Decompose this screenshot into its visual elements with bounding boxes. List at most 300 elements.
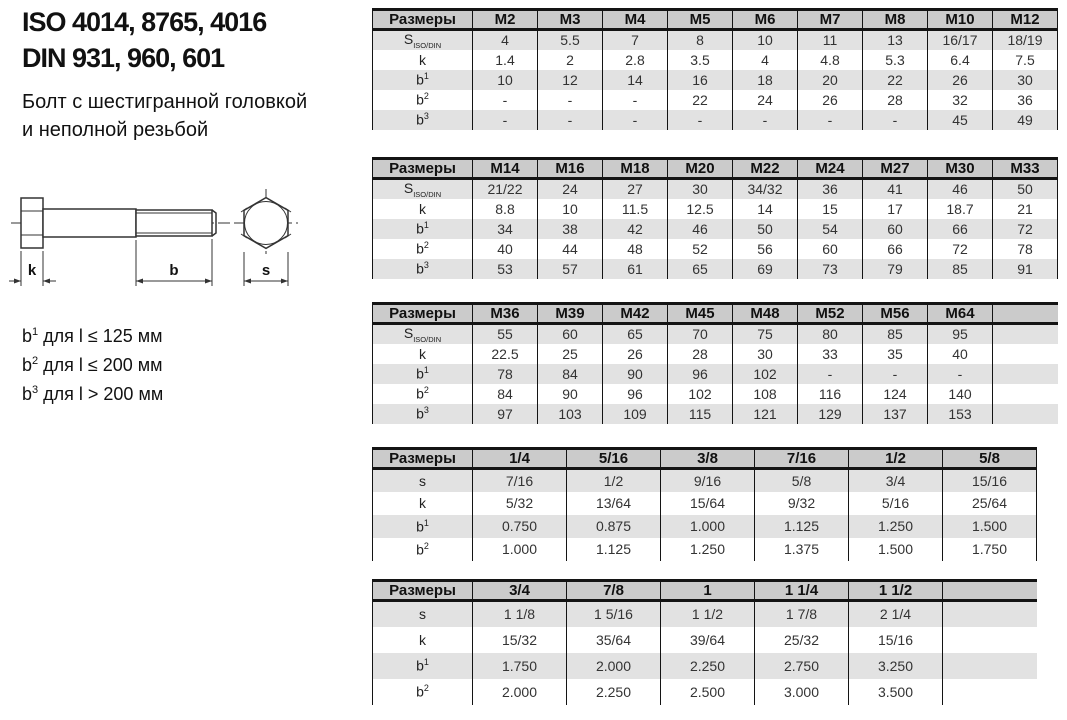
value-cell: 102 — [733, 364, 798, 384]
value-cell: 49 — [993, 110, 1058, 130]
size-header-cell: M18 — [603, 159, 668, 179]
note-superscript: 1 — [32, 326, 39, 338]
value-cell: 12.5 — [668, 199, 733, 219]
table-row — [373, 538, 1037, 561]
page-title — [22, 4, 266, 76]
value-cell: 10 — [733, 30, 798, 50]
value-cell: 16 — [668, 70, 733, 90]
row-label-base: b — [416, 261, 424, 278]
value-cell: 28 — [863, 90, 928, 110]
value-cell: 70 — [668, 324, 733, 344]
size-header-cell: 1 1/4 — [755, 581, 849, 601]
dim-label-s: s — [261, 262, 271, 279]
dimension-table-2 — [372, 157, 1058, 279]
row-label-cell — [373, 259, 473, 279]
value-cell: 16/17 — [928, 30, 993, 50]
row-label-superscript: 1 — [423, 517, 429, 528]
header-row — [373, 10, 1058, 30]
value-cell: 27 — [603, 179, 668, 199]
table-row — [373, 70, 1058, 90]
row-label-base: b — [416, 657, 424, 674]
size-header-cell: M4 — [603, 10, 668, 30]
value-cell: 21 — [993, 199, 1058, 219]
value-cell: 54 — [798, 219, 863, 239]
row-label-superscript: 1 — [423, 365, 429, 376]
value-cell: 24 — [538, 179, 603, 199]
size-header-cell: 1 1/2 — [849, 581, 943, 601]
corner-header-cell: Размеры — [373, 159, 473, 179]
value-cell: 96 — [603, 384, 668, 404]
value-cell: 55 — [473, 324, 538, 344]
size-header-cell: M3 — [538, 10, 603, 30]
size-header-cell: M36 — [473, 304, 538, 324]
size-header-cell: 1/4 — [473, 449, 567, 469]
value-cell: 102 — [668, 384, 733, 404]
row-label-base: b — [416, 406, 424, 423]
row-label-superscript: 1 — [423, 71, 429, 82]
size-header-cell: M20 — [668, 159, 733, 179]
value-cell: 22 — [668, 90, 733, 110]
header-row — [373, 159, 1058, 179]
thread-length-notes — [22, 320, 163, 407]
table-row — [373, 259, 1058, 279]
row-label-cell — [373, 469, 473, 492]
value-cell: 15/64 — [661, 492, 755, 515]
size-header-cell: M64 — [928, 304, 993, 324]
value-cell: 38 — [538, 219, 603, 239]
value-cell: 11 — [798, 30, 863, 50]
row-label-superscript: 2 — [423, 540, 429, 551]
size-header-cell: M2 — [473, 10, 538, 30]
row-label-cell — [373, 90, 473, 110]
value-cell: 85 — [928, 259, 993, 279]
dim-arrow — [14, 279, 21, 284]
bolt-end-view — [234, 189, 298, 286]
value-cell: 2.250 — [567, 679, 661, 705]
dim-arrow — [205, 279, 212, 284]
size-header-cell: M14 — [473, 159, 538, 179]
value-cell: 53 — [473, 259, 538, 279]
title-iso-line: ISO 4014, 8765, 4016 — [22, 7, 267, 37]
value-cell: 2 1/4 — [849, 601, 943, 627]
value-cell: 7 — [603, 30, 668, 50]
row-label-base: k — [419, 345, 426, 362]
value-cell: 1.000 — [661, 515, 755, 538]
size-header-cell: M5 — [668, 10, 733, 30]
value-cell: 22.5 — [473, 344, 538, 364]
value-cell: 1.250 — [661, 538, 755, 561]
subtitle-line-2: и неполной резьбой — [22, 119, 209, 141]
value-cell: 60 — [798, 239, 863, 259]
bolt-shank — [43, 209, 136, 237]
value-cell: 10 — [538, 199, 603, 219]
value-cell: - — [473, 90, 538, 110]
value-cell: 1 7/8 — [755, 601, 849, 627]
value-cell: 2.500 — [661, 679, 755, 705]
note-b2 — [22, 349, 163, 378]
note-text: для l ≤ 200 мм — [43, 355, 163, 375]
value-cell: 1.750 — [473, 653, 567, 679]
value-cell: 61 — [603, 259, 668, 279]
row-label-cell — [373, 219, 473, 239]
row-label-superscript: 3 — [423, 405, 429, 416]
size-header-cell: M27 — [863, 159, 928, 179]
value-cell: 15/16 — [849, 627, 943, 653]
value-cell: 72 — [928, 239, 993, 259]
row-label-base: k — [419, 631, 426, 648]
value-cell: 11.5 — [603, 199, 668, 219]
table-row — [373, 219, 1058, 239]
corner-header-cell: Размеры — [373, 449, 473, 469]
row-label-base: k — [419, 200, 426, 217]
size-header-cell: M33 — [993, 159, 1058, 179]
bolt-head — [21, 198, 43, 248]
value-cell: 36 — [993, 90, 1058, 110]
row-label-superscript: 1 — [423, 657, 429, 668]
dim-arrow — [43, 279, 50, 284]
value-cell: 40 — [473, 239, 538, 259]
row-label-base: b — [416, 518, 424, 535]
row-label-base: b — [416, 72, 424, 89]
row-label-base: s — [419, 606, 426, 623]
value-cell: 65 — [603, 324, 668, 344]
value-cell: 1.750 — [943, 538, 1037, 561]
size-header-empty-cell — [943, 581, 1037, 601]
value-cell: 50 — [993, 179, 1058, 199]
row-label-base: S — [403, 31, 414, 47]
row-label-base: b — [416, 366, 424, 383]
row-label-base: b — [416, 386, 424, 403]
value-cell: 15/16 — [943, 469, 1037, 492]
value-cell: - — [798, 364, 863, 384]
value-cell: 15/32 — [473, 627, 567, 653]
row-label-base: b — [416, 221, 424, 238]
row-label-cell — [373, 601, 473, 627]
value-cell: 2.8 — [603, 50, 668, 70]
value-cell: 24 — [733, 90, 798, 110]
value-cell: 35/64 — [567, 627, 661, 653]
value-cell: 2.000 — [473, 679, 567, 705]
value-cell: - — [798, 110, 863, 130]
value-cell: 65 — [668, 259, 733, 279]
value-cell: 108 — [733, 384, 798, 404]
row-label-base: S — [403, 325, 414, 341]
header-row — [373, 304, 1058, 324]
value-cell: 5.3 — [863, 50, 928, 70]
note-text: для l ≤ 125 мм — [43, 326, 163, 346]
size-header-cell: M6 — [733, 10, 798, 30]
row-label-cell — [373, 50, 473, 70]
value-cell: 103 — [538, 404, 603, 424]
row-label-subscript: ISO/DIN — [413, 189, 442, 199]
value-cell: 7/16 — [473, 469, 567, 492]
size-header-cell: M56 — [863, 304, 928, 324]
row-label-cell — [373, 492, 473, 515]
dimension-table-4 — [372, 447, 1037, 561]
row-label-base: b — [416, 541, 424, 558]
value-cell: 84 — [473, 384, 538, 404]
note-superscript: 2 — [32, 355, 39, 367]
hex-outline — [244, 198, 288, 249]
row-label-cell — [373, 364, 473, 384]
value-cell: 85 — [863, 324, 928, 344]
note-symbol: b — [22, 355, 33, 375]
value-cell: 30 — [993, 70, 1058, 90]
value-empty-cell — [993, 404, 1058, 424]
value-cell: 1.125 — [755, 515, 849, 538]
row-label-cell — [373, 179, 473, 199]
value-cell: 5/16 — [849, 492, 943, 515]
value-empty-cell — [993, 364, 1058, 384]
value-cell: 1.000 — [473, 538, 567, 561]
value-cell: 66 — [928, 219, 993, 239]
value-cell: 1.375 — [755, 538, 849, 561]
row-label-cell — [373, 679, 473, 705]
value-cell: 4 — [733, 50, 798, 70]
value-cell: 44 — [538, 239, 603, 259]
value-cell: 84 — [538, 364, 603, 384]
title-din-line: DIN 931, 960, 601 — [22, 43, 225, 73]
value-cell: - — [473, 110, 538, 130]
value-cell: 8 — [668, 30, 733, 50]
dimension-table-1 — [372, 8, 1058, 130]
value-cell: 5.5 — [538, 30, 603, 50]
dimension-table-3 — [372, 302, 1058, 424]
dim-label-b: b — [169, 262, 179, 279]
value-cell: 1.4 — [473, 50, 538, 70]
value-cell: 3.5 — [668, 50, 733, 70]
value-cell: 3/4 — [849, 469, 943, 492]
value-cell: 50 — [733, 219, 798, 239]
dim-arrow — [136, 279, 143, 284]
size-header-cell: M45 — [668, 304, 733, 324]
value-cell: 140 — [928, 384, 993, 404]
row-label-superscript: 2 — [423, 240, 429, 251]
row-label-cell — [373, 404, 473, 424]
value-cell: 115 — [668, 404, 733, 424]
size-header-cell: 1 — [661, 581, 755, 601]
size-header-cell: M16 — [538, 159, 603, 179]
value-cell: 26 — [603, 344, 668, 364]
value-cell: 18/19 — [993, 30, 1058, 50]
value-cell: 79 — [863, 259, 928, 279]
value-cell: 30 — [733, 344, 798, 364]
row-label-cell — [373, 70, 473, 90]
corner-header-cell: Размеры — [373, 10, 473, 30]
value-cell: 41 — [863, 179, 928, 199]
size-header-cell: 1/2 — [849, 449, 943, 469]
row-label-base: b — [416, 241, 424, 258]
size-header-cell: 7/16 — [755, 449, 849, 469]
table-row — [373, 364, 1058, 384]
note-text: для l > 200 мм — [43, 384, 164, 404]
header-row — [373, 581, 1037, 601]
value-cell: 18 — [733, 70, 798, 90]
value-cell: 34 — [473, 219, 538, 239]
value-cell: 15 — [798, 199, 863, 219]
dimension-table — [372, 579, 1037, 705]
value-cell: 46 — [928, 179, 993, 199]
row-label-cell — [373, 30, 473, 50]
row-label-cell — [373, 653, 473, 679]
table-row — [373, 384, 1058, 404]
size-header-cell: M52 — [798, 304, 863, 324]
value-empty-cell — [943, 627, 1037, 653]
value-cell: 73 — [798, 259, 863, 279]
value-cell: 90 — [538, 384, 603, 404]
table-row — [373, 179, 1058, 199]
table-row — [373, 515, 1037, 538]
size-header-cell: M12 — [993, 10, 1058, 30]
size-header-cell: M24 — [798, 159, 863, 179]
size-header-cell: 5/8 — [943, 449, 1037, 469]
value-cell: 14 — [733, 199, 798, 219]
value-cell: 3.250 — [849, 653, 943, 679]
dimension-table — [372, 302, 1058, 424]
value-cell: 1.125 — [567, 538, 661, 561]
value-cell: 78 — [473, 364, 538, 384]
value-cell: 9/16 — [661, 469, 755, 492]
value-cell: 8.8 — [473, 199, 538, 219]
value-cell: 96 — [668, 364, 733, 384]
row-label-cell — [373, 627, 473, 653]
value-cell: 34/32 — [733, 179, 798, 199]
size-header-cell: M8 — [863, 10, 928, 30]
row-label-subscript: ISO/DIN — [413, 40, 442, 50]
value-cell: 95 — [928, 324, 993, 344]
value-cell: - — [863, 110, 928, 130]
note-b1 — [22, 320, 163, 349]
row-label-base: k — [419, 495, 426, 511]
value-cell: 7.5 — [993, 50, 1058, 70]
row-label-base: s — [419, 472, 426, 489]
value-cell: 57 — [538, 259, 603, 279]
value-cell: 3.500 — [849, 679, 943, 705]
value-cell: 1/2 — [567, 469, 661, 492]
value-cell: 5/8 — [755, 469, 849, 492]
row-label-superscript: 3 — [423, 260, 429, 271]
value-cell: 124 — [863, 384, 928, 404]
bolt-side-view — [9, 198, 230, 286]
dim-arrow — [281, 279, 288, 284]
value-cell: 33 — [798, 344, 863, 364]
row-label-base: b — [416, 92, 424, 109]
value-cell: 42 — [603, 219, 668, 239]
size-header-cell: 7/8 — [567, 581, 661, 601]
table-row — [373, 324, 1058, 344]
value-cell: 21/22 — [473, 179, 538, 199]
table-row — [373, 110, 1058, 130]
note-symbol: b — [22, 384, 33, 404]
value-cell: 109 — [603, 404, 668, 424]
row-label-base: S — [403, 180, 414, 196]
value-cell: 48 — [603, 239, 668, 259]
value-cell: - — [538, 110, 603, 130]
value-cell: 25/64 — [943, 492, 1037, 515]
value-cell: 25/32 — [755, 627, 849, 653]
value-cell: 0.875 — [567, 515, 661, 538]
table-row — [373, 344, 1058, 364]
value-cell: 2.750 — [755, 653, 849, 679]
value-cell: 17 — [863, 199, 928, 219]
value-cell: - — [863, 364, 928, 384]
value-cell: 1.250 — [849, 515, 943, 538]
value-cell: 30 — [668, 179, 733, 199]
value-cell: 32 — [928, 90, 993, 110]
value-cell: 2.000 — [567, 653, 661, 679]
size-header-cell: M42 — [603, 304, 668, 324]
row-label-cell — [373, 199, 473, 219]
value-cell: 78 — [993, 239, 1058, 259]
corner-header-cell: Размеры — [373, 304, 473, 324]
size-header-cell: M22 — [733, 159, 798, 179]
value-cell: 0.750 — [473, 515, 567, 538]
subtitle-line-1: Болт с шестигранной головкой — [22, 91, 308, 113]
value-empty-cell — [943, 679, 1037, 705]
size-header-cell: M48 — [733, 304, 798, 324]
table-row — [373, 90, 1058, 110]
value-cell: 35 — [863, 344, 928, 364]
value-cell: 91 — [993, 259, 1058, 279]
value-cell: 2 — [538, 50, 603, 70]
value-cell: 56 — [733, 239, 798, 259]
row-label-cell — [373, 110, 473, 130]
value-cell: 20 — [798, 70, 863, 90]
value-cell: 26 — [928, 70, 993, 90]
value-cell: 153 — [928, 404, 993, 424]
value-cell: 1.500 — [943, 515, 1037, 538]
value-cell: 52 — [668, 239, 733, 259]
bolt-technical-drawing — [8, 182, 318, 312]
value-cell: - — [928, 364, 993, 384]
table-row — [373, 199, 1058, 219]
dim-arrow — [244, 279, 251, 284]
row-label-subscript: ISO/DIN — [413, 334, 442, 344]
dimension-table-5 — [372, 579, 1037, 705]
page-subtitle — [22, 88, 307, 144]
row-label-cell — [373, 344, 473, 364]
table-row — [373, 679, 1037, 705]
value-cell: 116 — [798, 384, 863, 404]
row-label-superscript: 1 — [423, 220, 429, 231]
header-row — [373, 449, 1037, 469]
note-symbol: b — [22, 326, 33, 346]
row-label-base: b — [416, 112, 424, 129]
row-label-cell — [373, 515, 473, 538]
dimension-table — [372, 157, 1058, 279]
table-row — [373, 469, 1037, 492]
row-label-cell — [373, 538, 473, 561]
table-row — [373, 601, 1037, 627]
bolt-thread — [136, 210, 212, 236]
value-cell: 60 — [863, 219, 928, 239]
value-empty-cell — [943, 653, 1037, 679]
value-cell: - — [668, 110, 733, 130]
table-row — [373, 30, 1058, 50]
row-label-superscript: 2 — [423, 91, 429, 102]
row-label-superscript: 2 — [423, 385, 429, 396]
size-header-cell: M30 — [928, 159, 993, 179]
value-cell: 14 — [603, 70, 668, 90]
size-header-cell: 3/4 — [473, 581, 567, 601]
value-cell: 45 — [928, 110, 993, 130]
size-header-cell: 3/8 — [661, 449, 755, 469]
value-cell: 121 — [733, 404, 798, 424]
row-label-base: b — [416, 683, 424, 700]
value-cell: 28 — [668, 344, 733, 364]
value-cell: - — [733, 110, 798, 130]
value-cell: 18.7 — [928, 199, 993, 219]
